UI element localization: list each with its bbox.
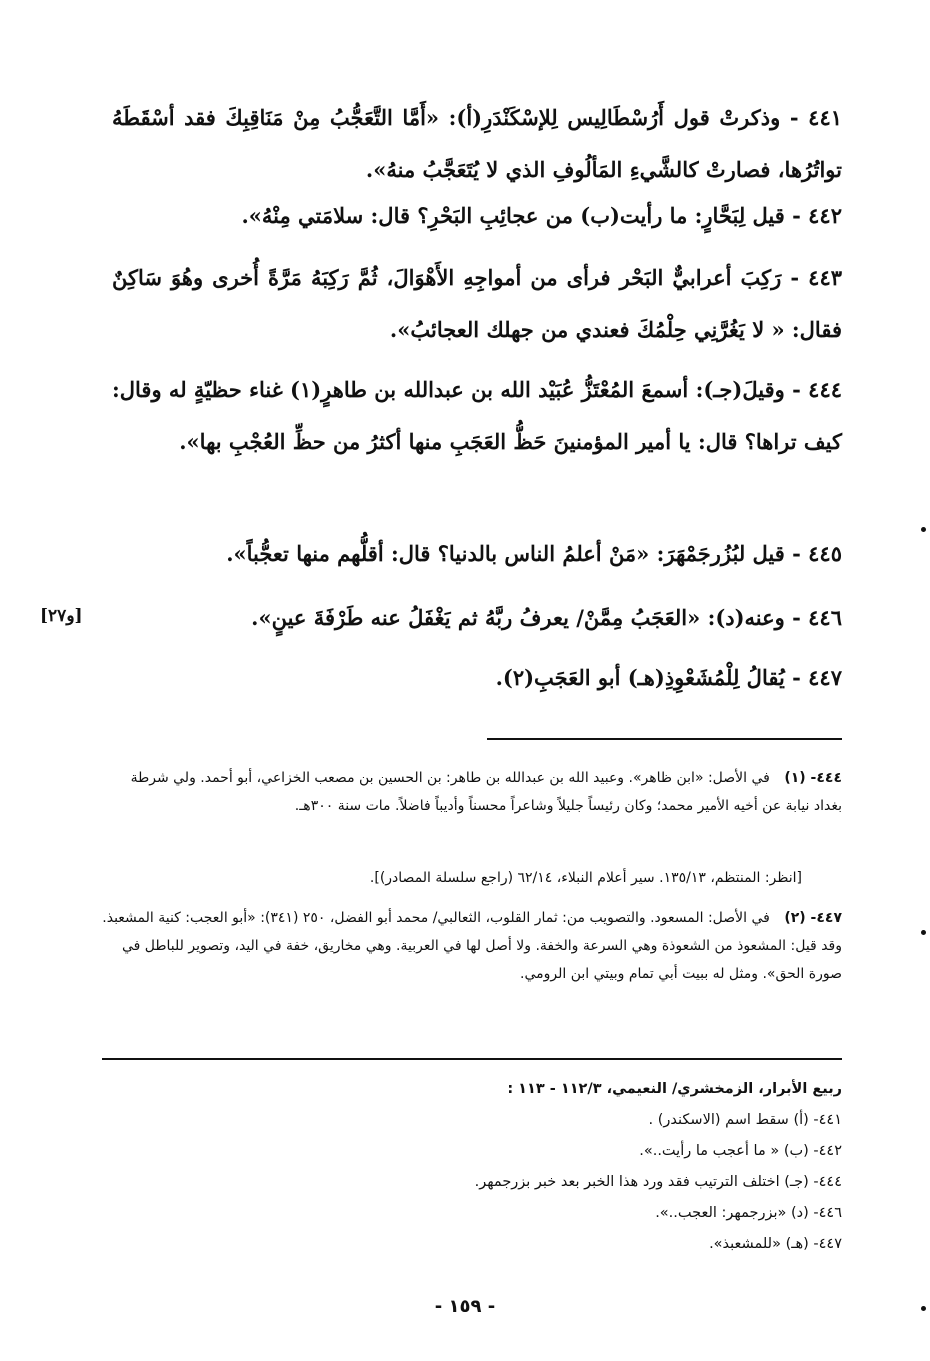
apparatus-label: ٤٤٧- (هـ): [785, 1236, 842, 1252]
entry-446: ٤٤٦ - وعنه(د): «العَجَبُ مِمَّنْ/ يعرفُ ربَّهُ ثم يَغْفَلُ عنه طَرْفَةَ عينٍ».: [251, 605, 842, 630]
entry-text: وذكرتْ قول أَرُسْطَالِيس لِلإسْكَنْدَرِ(أ): «أَمَّا التَّعَجُّبُ مِنْ مَنَاقِبِكَ فقد أسْقَطَهُ تواتُرُها، فصارتْ كالشَّيءِ المَألُوفِ الذي لا يُتَعَجَّبُ منهُ».: [112, 105, 842, 182]
entry-text: وقيلَ(جـ): أسمعَ المُعْتَزُّ عُبَيْد الله بن عبدالله بن طاهرٍ(١) غناء حظيّةٍ له وقال: كيف تراها؟ قال: يا أمير المؤمنينَ حَظُّ العَجَبِ منها أكثرُ من حظِّ العُجْبِ بها».: [112, 377, 842, 454]
footnote-label: ٤٤٧- (٢): [784, 910, 842, 926]
apparatus-text: «بزرجمهر: العجب..».: [655, 1205, 787, 1221]
footnote-1: [102, 764, 842, 820]
apparatus-label: ٤٤١- (أ): [793, 1112, 842, 1128]
apparatus-text: اختلف الترتيب فقد ورد هذا الخبر بعد خبر بزرجمهر.: [474, 1174, 780, 1190]
footnote-text: [انظر: المنتظم، ١٣٥/١٣. سير أعلام النبلاء، ٦٢/١٤ (راجع سلسلة المصادر)].: [369, 870, 802, 886]
entry-number: ٤٤٥: [808, 541, 842, 566]
page-number: - ١٥٩ -: [434, 1296, 496, 1317]
manuscript-folio-marker: [و٢٧]: [40, 606, 83, 626]
entry-text: قيل لبُزُرجَمْهَرَ: «مَنْ أعلمُ الناس بالدنيا؟ قال: أقلُّهم منها تعجُّباً».: [226, 541, 785, 566]
entry-number: ٤٤٦: [808, 605, 842, 630]
entry-number: ٤٤٢: [808, 203, 842, 228]
entry-444: ٤٤٤ - وقيلَ(جـ): أسمعَ المُعْتَزُّ عُبَيْد الله بن عبدالله بن طاهرٍ(١) غناء حظيّةٍ له وقال: كيف تراها؟ قال: يا أمير المؤمنينَ حَظُّ العَجَبِ منها أكثرُ من حظِّ العُجْبِ بها».: [112, 377, 843, 454]
entry-text: رَكِبَ أعرابيٌّ البَحْر فرأى من أمواجِهِ الأَهْوَالَ، ثُمَّ رَكِبَهُ مَرَّةً أُخرى وهُوَ سَاكِنٌ فقال: « لا يَغُرَّنِي حِلْمُكَ فعندي من جهلك العجائبُ».: [112, 265, 842, 342]
scan-mark: [921, 527, 926, 532]
entry-number: ٤٤٤: [808, 377, 843, 402]
entry-445: ٤٤٥ - قيل لبُزُرجَمْهَرَ: «مَنْ أعلمُ الناس بالدنيا؟ قال: أقلُّهم منها تعجُّباً».: [226, 541, 842, 566]
apparatus-separator: [102, 1058, 842, 1060]
entry-text: وعنه(د): «العَجَبُ مِمَّنْ/ يعرفُ ربَّهُ ثم يَغْفَلُ عنه طَرْفَةَ عينٍ».: [251, 605, 785, 630]
footnote-text: في الأصل: «ابن ظاهر». وعبيد الله بن عبدالله بن طاهر: بن الحسين بن مصعب الخزاعي، أبو أحمد. ولي شرطة بغداد نيابة عن أخيه الأمير محمد؛ وكان رئيساً جليلاً وشاعراً محسناً وأديباً فاضلاً. مات سنة ٣٠٠هـ.: [130, 770, 842, 814]
apparatus-row: [102, 1167, 842, 1198]
apparatus-label: ٤٤٤- (جـ): [784, 1174, 842, 1190]
apparatus-text: «للمشعبذ».: [709, 1236, 781, 1252]
scan-mark: [921, 930, 926, 935]
scan-mark: [921, 1306, 926, 1311]
apparatus-source: ربيع الأبرار، الزمخشري/ النعيمي، ١١٢/٣ - ١١٣ :: [507, 1081, 842, 1097]
apparatus-row: [102, 1229, 842, 1260]
apparatus-row: [102, 1198, 842, 1229]
footnote-text: في الأصل: المسعود. والتصويب من: ثمار القلوب، الثعالبي/ محمد أبو الفضل، ٢٥٠ (٣٤١): «أبو العجب: كنية المشعبذ. وقد قيل: المشعوذ من الشعوذة وهي السرعة والخفة. ولا أصل لها في العربية. وهي مخاريق، خفة في اليد، وتصوير للباطل في صورة الحق». ومثل له ببيت أبي تمام وبيتي ابن الرومي.: [102, 910, 842, 982]
entry-number: ٤٤١: [808, 105, 843, 130]
entry-443: ٤٤٣ - رَكِبَ أعرابيٌّ البَحْر فرأى من أمواجِهِ الأَهْوَالَ، ثُمَّ رَكِبَهُ مَرَّةً أُخرى وهُوَ سَاكِنٌ فقال: « لا يَغُرَّنِي حِلْمُكَ فعندي من جهلك العجائبُ».: [112, 265, 843, 342]
apparatus-row: [102, 1105, 842, 1136]
critical-apparatus: [102, 1074, 842, 1260]
entry-442: ٤٤٢ - قيل لِبَحَّارٍ: ما رأيت(ب) من عجائِبِ البَحْرِ؟ قال: سلامَتي مِنْهُ».: [241, 203, 842, 228]
apparatus-text: سقط اسم (الاسكندر) .: [648, 1112, 789, 1128]
entry-441: ٤٤١ - وذكرتْ قول أَرُسْطَالِيس لِلإسْكَنْدَرِ(أ): «أَمَّا التَّعَجُّبُ مِنْ مَنَاقِبِكَ فقد أسْقَطَهُ تواتُرُها، فصارتْ كالشَّيءِ المَألُوفِ الذي لا يُتَعَجَّبُ منهُ».: [112, 105, 843, 182]
footnote-separator: [487, 738, 842, 740]
apparatus-text: « ما أعجب ما رأيت..».: [639, 1143, 780, 1159]
entry-447: ٤٤٧ - يُقالُ لِلْمُشَعْوِذِ(هـ) أبو العَجَبِ(٢).: [495, 665, 842, 690]
apparatus-label: ٤٤٦- (د): [791, 1205, 842, 1221]
apparatus-label: ٤٤٢- (ب): [783, 1143, 842, 1159]
entry-number: ٤٤٧: [808, 665, 842, 690]
footnote-2: [102, 904, 842, 988]
entry-text: قيل لِبَحَّارٍ: ما رأيت(ب) من عجائِبِ البَحْرِ؟ قال: سلامَتي مِنْهُ».: [241, 203, 785, 228]
footnote-1-sources: [102, 864, 802, 892]
apparatus-row: [102, 1136, 842, 1167]
entry-number: ٤٤٣: [808, 265, 843, 290]
footnote-label: ٤٤٤- (١): [784, 770, 842, 786]
entry-text: يُقالُ لِلْمُشَعْوِذِ(هـ) أبو العَجَبِ(٢).: [495, 665, 785, 690]
